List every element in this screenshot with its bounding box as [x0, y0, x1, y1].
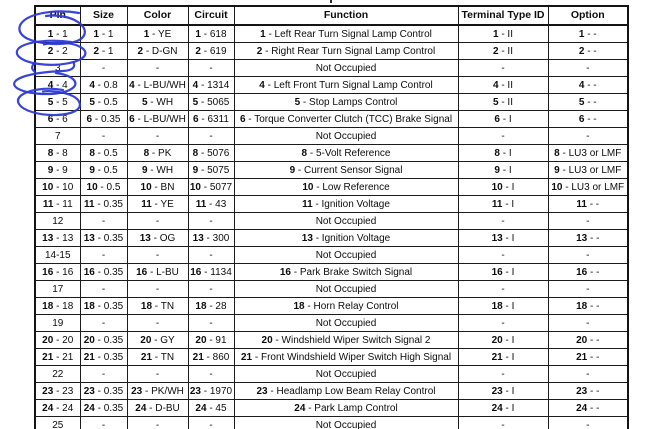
cell-terminal-type-id: 21 - I: [458, 349, 548, 366]
cell-option: 6 - -: [548, 111, 628, 128]
cell-size: 8 - 0.5: [80, 145, 127, 162]
cell-pin: 5 - 5: [35, 94, 80, 111]
cell-terminal-type-id: -: [458, 315, 548, 332]
cell-color: 8 - PK: [127, 145, 188, 162]
cell-function: 2 - Right Rear Turn Signal Lamp Control: [234, 43, 458, 60]
cell-option: 4 - -: [548, 77, 628, 94]
cell-circuit: 2 - 619: [188, 43, 234, 60]
cell-option: -: [548, 281, 628, 298]
table-row: [35, 230, 628, 247]
cell-option: -: [548, 60, 628, 77]
cell-pin: 1 - 1: [35, 25, 80, 43]
cell-function: 20 - Windshield Wiper Switch Signal 2: [234, 332, 458, 349]
cell-circuit: 21 - 860: [188, 349, 234, 366]
cell-terminal-type-id: 24 - I: [458, 400, 548, 417]
cell-option: -: [548, 417, 628, 429]
cell-circuit: 11 - 43: [188, 196, 234, 213]
header-row: [35, 6, 628, 25]
cell-pin: 16 - 16: [35, 264, 80, 281]
table-row: [35, 383, 628, 400]
cell-color: -: [127, 213, 188, 230]
table-row: [35, 145, 628, 162]
cell-color: 9 - WH: [127, 162, 188, 179]
col-header-circuit: Circuit: [188, 6, 234, 25]
col-header-function: Function: [234, 6, 458, 25]
cell-terminal-type-id: 23 - I: [458, 383, 548, 400]
table-row: [35, 43, 628, 60]
cell-pin: 11 - 11: [35, 196, 80, 213]
cell-option: 10 - LU3 or LMF: [548, 179, 628, 196]
cell-terminal-type-id: 9 - I: [458, 162, 548, 179]
cell-terminal-type-id: 11 - I: [458, 196, 548, 213]
cell-color: -: [127, 128, 188, 145]
cell-option: -: [548, 128, 628, 145]
cell-size: -: [80, 417, 127, 429]
cell-circuit: 6 - 6311: [188, 111, 234, 128]
cell-function: Not Occupied: [234, 60, 458, 77]
cell-color: 24 - D-BU: [127, 400, 188, 417]
cell-color: 20 - GY: [127, 332, 188, 349]
cell-terminal-type-id: 4 - II: [458, 77, 548, 94]
cell-circuit: 1 - 618: [188, 25, 234, 43]
cell-color: -: [127, 366, 188, 383]
cell-option: 2 - -: [548, 43, 628, 60]
cell-function: Not Occupied: [234, 315, 458, 332]
cell-function: 24 - Park Lamp Control: [234, 400, 458, 417]
cell-function: 1 - Left Rear Turn Signal Lamp Control: [234, 25, 458, 43]
cell-size: -: [80, 128, 127, 145]
cell-terminal-type-id: 5 - II: [458, 94, 548, 111]
cell-circuit: -: [188, 366, 234, 383]
cell-function: Not Occupied: [234, 128, 458, 145]
cell-size: -: [80, 281, 127, 298]
cell-function: Not Occupied: [234, 247, 458, 264]
cell-pin: 6 - 6: [35, 111, 80, 128]
table-row: [35, 77, 628, 94]
col-header-option: Option: [548, 6, 628, 25]
cell-color: 23 - PK/WH: [127, 383, 188, 400]
table-row: [35, 366, 628, 383]
col-header-size: Size: [80, 6, 127, 25]
cell-function: Not Occupied: [234, 213, 458, 230]
cell-option: 21 - -: [548, 349, 628, 366]
cell-pin: 17: [35, 281, 80, 298]
cell-color: -: [127, 315, 188, 332]
cell-pin: 12: [35, 213, 80, 230]
cell-pin: 21 - 21: [35, 349, 80, 366]
cell-function: Not Occupied: [234, 281, 458, 298]
cell-function: 23 - Headlamp Low Beam Relay Control: [234, 383, 458, 400]
cell-pin: 7: [35, 128, 80, 145]
cell-pin: 14-15: [35, 247, 80, 264]
cell-pin: 23 - 23: [35, 383, 80, 400]
cell-option: 23 - -: [548, 383, 628, 400]
table-row: [35, 162, 628, 179]
cell-circuit: 4 - 1314: [188, 77, 234, 94]
cell-function: 10 - Low Reference: [234, 179, 458, 196]
cell-color: 10 - BN: [127, 179, 188, 196]
cell-function: 11 - Ignition Voltage: [234, 196, 458, 213]
cell-color: 6 - L-BU/WH: [127, 111, 188, 128]
cutoff-text-fragment: [330, 0, 332, 3]
cell-size: 20 - 0.35: [80, 332, 127, 349]
cell-terminal-type-id: -: [458, 366, 548, 383]
cell-option: -: [548, 247, 628, 264]
cell-option: -: [548, 366, 628, 383]
cell-option: 9 - LU3 or LMF: [548, 162, 628, 179]
cell-size: -: [80, 315, 127, 332]
cell-circuit: 9 - 5075: [188, 162, 234, 179]
table-row: [35, 281, 628, 298]
cell-terminal-type-id: 16 - I: [458, 264, 548, 281]
cell-color: 13 - OG: [127, 230, 188, 247]
cell-terminal-type-id: 6 - I: [458, 111, 548, 128]
table-row: [35, 315, 628, 332]
cell-circuit: -: [188, 128, 234, 145]
cell-pin: 25: [35, 417, 80, 429]
cell-size: 10 - 0.5: [80, 179, 127, 196]
cell-function: Not Occupied: [234, 366, 458, 383]
cell-circuit: 23 - 1970: [188, 383, 234, 400]
cell-terminal-type-id: 18 - I: [458, 298, 548, 315]
table-row: [35, 179, 628, 196]
cell-terminal-type-id: -: [458, 281, 548, 298]
cell-function: Not Occupied: [234, 417, 458, 429]
cell-size: -: [80, 213, 127, 230]
cell-option: 13 - -: [548, 230, 628, 247]
cell-option: 18 - -: [548, 298, 628, 315]
cell-pin: 24 - 24: [35, 400, 80, 417]
cell-size: -: [80, 247, 127, 264]
table-row: [35, 400, 628, 417]
cell-pin: 8 - 8: [35, 145, 80, 162]
table-row: [35, 196, 628, 213]
cell-option: 5 - -: [548, 94, 628, 111]
cell-circuit: -: [188, 315, 234, 332]
cell-terminal-type-id: -: [458, 128, 548, 145]
cell-terminal-type-id: -: [458, 417, 548, 429]
table-row: [35, 25, 628, 43]
cell-size: 23 - 0.35: [80, 383, 127, 400]
table-row: [35, 213, 628, 230]
cell-pin: 10 - 10: [35, 179, 80, 196]
cell-pin: 4 - 4: [35, 77, 80, 94]
cell-circuit: -: [188, 417, 234, 429]
cell-pin: 9 - 9: [35, 162, 80, 179]
cell-color: -: [127, 417, 188, 429]
cell-size: 1 - 1: [80, 25, 127, 43]
cell-color: 11 - YE: [127, 196, 188, 213]
cell-option: 16 - -: [548, 264, 628, 281]
cell-terminal-type-id: -: [458, 60, 548, 77]
cell-option: 20 - -: [548, 332, 628, 349]
cell-circuit: 24 - 45: [188, 400, 234, 417]
table-row: [35, 264, 628, 281]
cell-pin: 3: [35, 60, 80, 77]
cell-function: 6 - Torque Converter Clutch (TCC) Brake Signal: [234, 111, 458, 128]
cell-function: 16 - Park Brake Switch Signal: [234, 264, 458, 281]
cell-circuit: -: [188, 60, 234, 77]
cell-function: 21 - Front Windshield Wiper Switch High Signal: [234, 349, 458, 366]
cell-pin: 22: [35, 366, 80, 383]
table-row: [35, 349, 628, 366]
cell-circuit: 8 - 5076: [188, 145, 234, 162]
cell-terminal-type-id: -: [458, 213, 548, 230]
cell-size: 21 - 0.35: [80, 349, 127, 366]
cell-size: 9 - 0.5: [80, 162, 127, 179]
table-body: [35, 25, 628, 429]
cell-circuit: -: [188, 213, 234, 230]
cell-circuit: -: [188, 247, 234, 264]
cell-option: 24 - -: [548, 400, 628, 417]
table-row: [35, 60, 628, 77]
cell-function: 18 - Horn Relay Control: [234, 298, 458, 315]
table-row: [35, 128, 628, 145]
cell-color: 1 - YE: [127, 25, 188, 43]
cell-terminal-type-id: 1 - II: [458, 25, 548, 43]
cell-color: 2 - D-GN: [127, 43, 188, 60]
cell-circuit: 16 - 1134: [188, 264, 234, 281]
col-header-color: Color: [127, 6, 188, 25]
cell-size: 6 - 0.35: [80, 111, 127, 128]
cell-size: 11 - 0.35: [80, 196, 127, 213]
cell-function: 8 - 5-Volt Reference: [234, 145, 458, 162]
cell-option: 1 - -: [548, 25, 628, 43]
cell-pin: 20 - 20: [35, 332, 80, 349]
cell-option: -: [548, 213, 628, 230]
cell-size: 4 - 0.8: [80, 77, 127, 94]
table-row: [35, 247, 628, 264]
cell-terminal-type-id: 13 - I: [458, 230, 548, 247]
cell-terminal-type-id: 2 - II: [458, 43, 548, 60]
cell-pin: 19: [35, 315, 80, 332]
cell-function: 13 - Ignition Voltage: [234, 230, 458, 247]
cell-size: -: [80, 366, 127, 383]
table-row: [35, 111, 628, 128]
cell-size: 24 - 0.35: [80, 400, 127, 417]
cell-color: 5 - WH: [127, 94, 188, 111]
col-header-pin: Pin: [35, 6, 80, 25]
cell-color: 18 - TN: [127, 298, 188, 315]
table-row: [35, 94, 628, 111]
cell-size: -: [80, 60, 127, 77]
col-header-terminal-type-id: Terminal Type ID: [458, 6, 548, 25]
cell-size: 18 - 0.35: [80, 298, 127, 315]
cell-terminal-type-id: 10 - I: [458, 179, 548, 196]
cell-terminal-type-id: 20 - I: [458, 332, 548, 349]
cell-option: -: [548, 315, 628, 332]
cell-pin: 18 - 18: [35, 298, 80, 315]
connector-pinout-table: [34, 5, 629, 429]
table-row: [35, 332, 628, 349]
cell-circuit: -: [188, 281, 234, 298]
cell-color: 21 - TN: [127, 349, 188, 366]
cell-option: 11 - -: [548, 196, 628, 213]
cell-function: 5 - Stop Lamps Control: [234, 94, 458, 111]
cell-circuit: 20 - 91: [188, 332, 234, 349]
cell-size: 16 - 0.35: [80, 264, 127, 281]
cell-color: -: [127, 60, 188, 77]
cell-circuit: 13 - 300: [188, 230, 234, 247]
cell-pin: 13 - 13: [35, 230, 80, 247]
cell-size: 5 - 0.5: [80, 94, 127, 111]
cell-function: 4 - Left Front Turn Signal Lamp Control: [234, 77, 458, 94]
cell-circuit: 18 - 28: [188, 298, 234, 315]
cell-circuit: 5 - 5065: [188, 94, 234, 111]
cell-color: -: [127, 281, 188, 298]
cell-terminal-type-id: 8 - I: [458, 145, 548, 162]
table-row: [35, 298, 628, 315]
cell-color: 16 - L-BU: [127, 264, 188, 281]
cell-circuit: 10 - 5077: [188, 179, 234, 196]
cell-color: -: [127, 247, 188, 264]
cell-size: 2 - 1: [80, 43, 127, 60]
cell-function: 9 - Current Sensor Signal: [234, 162, 458, 179]
cell-size: 13 - 0.35: [80, 230, 127, 247]
table-row: [35, 417, 628, 429]
cell-color: 4 - L-BU/WH: [127, 77, 188, 94]
cell-option: 8 - LU3 or LMF: [548, 145, 628, 162]
cell-terminal-type-id: -: [458, 247, 548, 264]
cell-pin: 2 - 2: [35, 43, 80, 60]
